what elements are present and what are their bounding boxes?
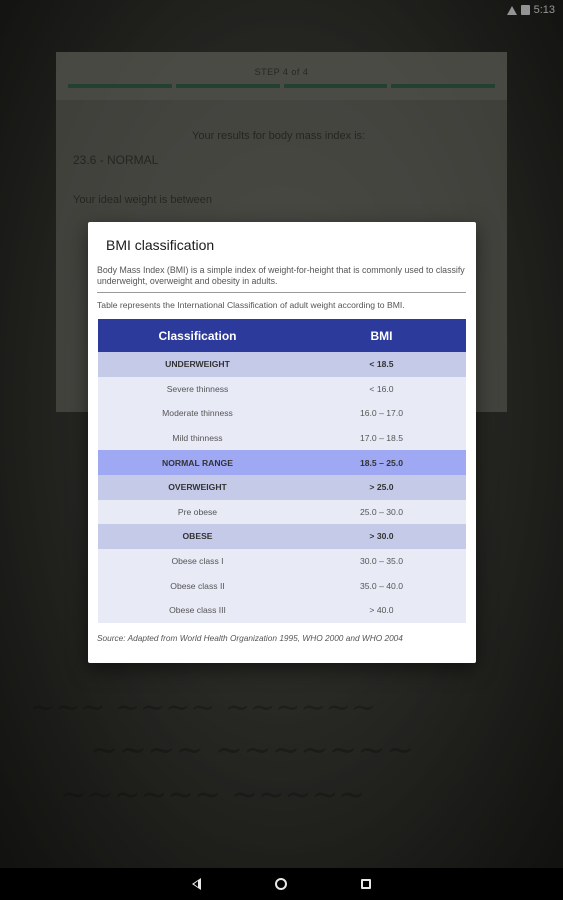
classification-cell: Severe thinness <box>98 377 297 402</box>
classification-cell: OBESE <box>98 524 297 549</box>
table-caption: Table represents the International Classification of adult weight according to BMI. <box>97 300 405 310</box>
table-row <box>98 524 466 549</box>
bmi-range-cell: 35.0 – 40.0 <box>297 573 466 598</box>
classification-cell: Obese class III <box>98 598 297 623</box>
dialog-intro: Body Mass Index (BMI) is a simple index of weight-for-height that is commonly used to classify underweight, overweight and obesity in adults. <box>97 265 465 286</box>
bmi-range-cell: > 40.0 <box>297 598 466 623</box>
background-scribble: ~~~~ ~~~~~~~ <box>90 730 415 770</box>
table-row <box>98 598 466 623</box>
bmi-classification-dialog <box>88 222 476 663</box>
classification-cell: Obese class II <box>98 573 297 598</box>
step-indicator: STEP 4 of 4 <box>254 67 309 77</box>
recents-icon[interactable] <box>361 879 371 889</box>
table-row <box>98 352 466 377</box>
background-scribble: ~~~~~~ ~~~~~ <box>60 775 366 813</box>
table-row <box>98 401 466 426</box>
classification-cell: Obese class I <box>98 549 297 574</box>
table-row <box>98 500 466 525</box>
status-time: 5:13 <box>533 4 555 16</box>
results-label: Your results for body mass index is: <box>192 130 366 142</box>
background-scribble: ~~~ ~~~~ ~~~~~~ <box>30 690 376 725</box>
table-header-row <box>98 319 466 352</box>
classification-cell: Moderate thinness <box>98 401 297 426</box>
dialog-divider <box>97 292 466 293</box>
bmi-range-cell: < 18.5 <box>297 352 466 377</box>
table-source: Source: Adapted from World Health Organization 1995, WHO 2000 and WHO 2004 <box>97 633 403 643</box>
classification-cell: Mild thinness <box>98 426 297 451</box>
bmi-range-cell: 16.0 – 17.0 <box>297 401 466 426</box>
table-row <box>98 549 466 574</box>
classification-cell: NORMAL RANGE <box>98 450 297 475</box>
dialog-title: BMI classification <box>106 237 215 253</box>
bmi-range-cell: 18.5 – 25.0 <box>297 450 466 475</box>
table-row <box>98 450 466 475</box>
column-header-bmi: BMI <box>297 319 466 352</box>
classification-cell: UNDERWEIGHT <box>98 352 297 377</box>
classification-cell: Pre obese <box>98 500 297 525</box>
bmi-range-cell: > 30.0 <box>297 524 466 549</box>
ideal-weight-label: Your ideal weight is between <box>73 194 213 206</box>
table-row <box>98 573 466 598</box>
bmi-result-value: 23.6 - NORMAL <box>73 153 159 167</box>
bmi-range-cell: 17.0 – 18.5 <box>297 426 466 451</box>
bmi-range-cell: < 16.0 <box>297 377 466 402</box>
navigation-bar <box>0 868 563 900</box>
back-icon[interactable] <box>192 878 201 890</box>
bmi-classification-table <box>98 319 466 623</box>
bmi-range-cell: 25.0 – 30.0 <box>297 500 466 525</box>
home-icon[interactable] <box>275 878 287 890</box>
table-body <box>98 352 466 623</box>
bmi-range-cell: > 25.0 <box>297 475 466 500</box>
table-row <box>98 475 466 500</box>
bmi-range-cell: 30.0 – 35.0 <box>297 549 466 574</box>
classification-cell: OVERWEIGHT <box>98 475 297 500</box>
table-row <box>98 377 466 402</box>
column-header-classification: Classification <box>98 319 297 352</box>
table-row <box>98 426 466 451</box>
